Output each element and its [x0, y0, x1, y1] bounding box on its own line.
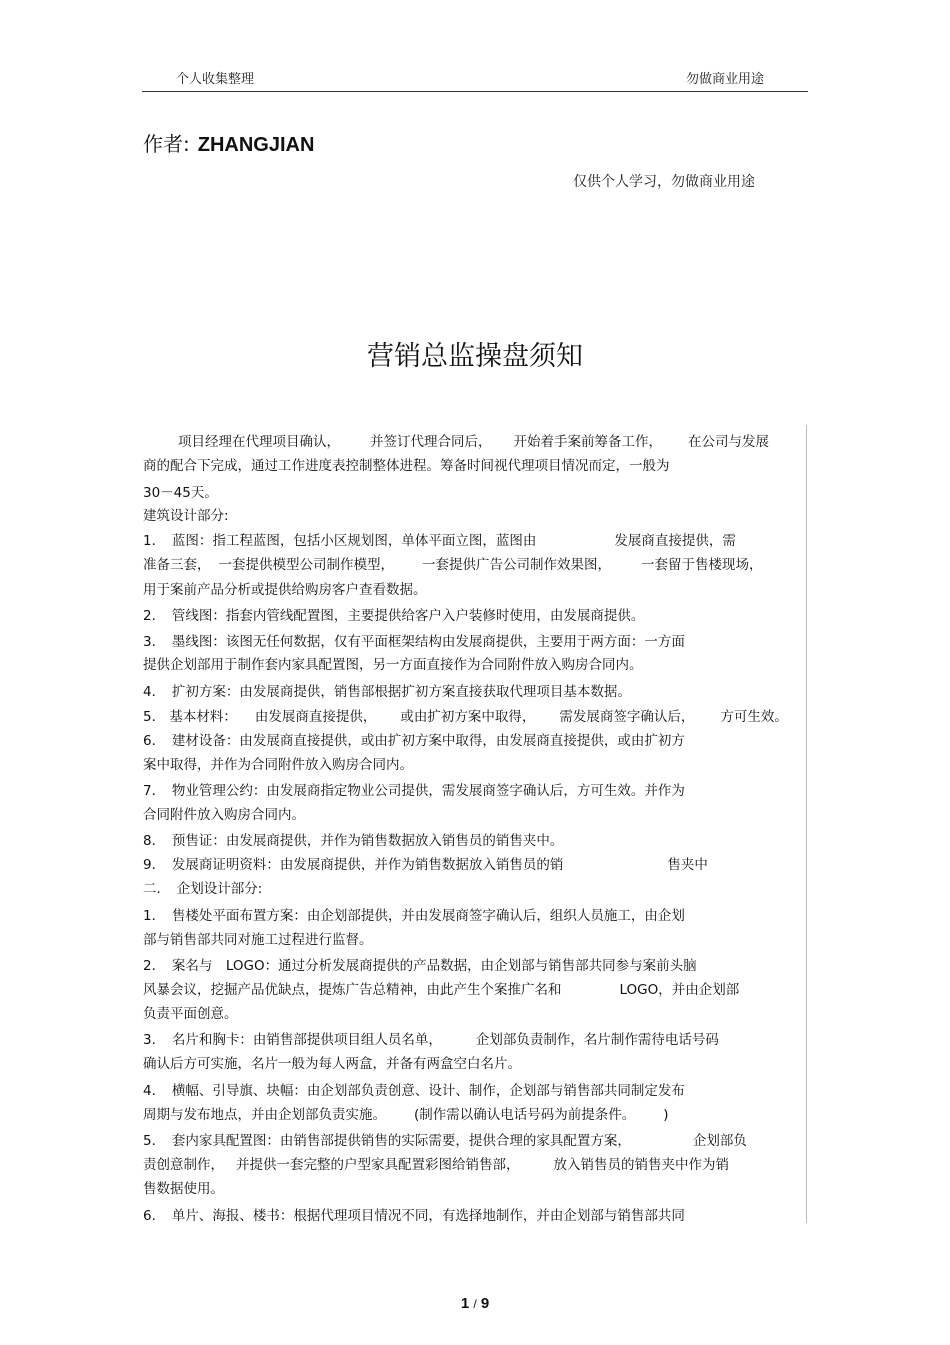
list-item-line: 提供企划部用于制作套内家具配置图，另一方面直接作为合同附件放入购房合同内。 [143, 657, 643, 673]
list-item-line: 售数据使用。 [143, 1181, 224, 1197]
list-item-line: 5． 套内家具配置图：由销售部提供销售的实际需要，提供合理的家具配置方案， 企划部负 [143, 1133, 747, 1149]
list-item-line: 合同附件放入购房合同内。 [143, 807, 305, 823]
list-item-line: 部与销售部共同对施工过程进行监督。 [143, 932, 373, 948]
page-separator: / [473, 1297, 477, 1311]
author-label: 作者: [143, 132, 190, 156]
list-item-line: 1． 售楼处平面布置方案：由企划部提供，并由发展商签字确认后，组织人员施工，由企划 [143, 908, 685, 924]
usage-notice: 仅供个人学习，勿做商业用途 [573, 174, 755, 190]
list-item-line: 3． 名片和胸卡：由销售部提供项目组人员名单， 企划部负责制作，名片制作需待电话号码 [143, 1032, 719, 1048]
section-heading: 二． 企划设计部分: [143, 881, 263, 897]
list-item-line: 准备三套， 一套提供模型公司制作模型， 一套提供广告公司制作效果图， 一套留于售楼现场， [143, 557, 763, 573]
paragraph-line: 商的配合下完成，通过工作进度表控制整体进程。筹备时间视代理项目情况而定，一般为 [143, 458, 670, 474]
list-item-line: 3． 墨线图：该图无任何数据，仅有平面框架结构由发展商提供，主要用于两方面：一方面 [143, 634, 685, 650]
list-item-line: 5． 基本材料： 由发展商直接提供， 或由扩初方案中取得， 需发展商签字确认后， 方可生效。 [143, 709, 788, 725]
section-heading: 建筑设计部分: [143, 508, 229, 524]
list-item-line: 1． 蓝图：指工程蓝图，包括小区规划图，单体平面立图，蓝图由 发展商直接提供，需 [143, 533, 736, 549]
author-name: ZHANGJIAN [197, 134, 315, 156]
page-indicator [0, 1295, 950, 1312]
list-item-line: 6． 单片、海报、楼书：根据代理项目情况不同，有选择地制作，并由企划部与销售部共同 [143, 1208, 685, 1224]
list-item-line: 周期与发布地点，并由企划部负责实施。 (制作需以确认电话号码为前提条件。 ) [143, 1107, 669, 1123]
header-left-text: 个人收集整理 [176, 72, 255, 87]
list-item-line: 2． 管线图：指套内管线配置图，主要提供给客户入户装修时使用，由发展商提供。 [143, 608, 645, 624]
list-item-line: 4． 横幅、引导旗、块幅：由企划部负责创意、设计、制作，企划部与销售部共同制定发布 [143, 1083, 685, 1099]
total-pages: 9 [480, 1295, 490, 1312]
paragraph-line: 项目经理在代理项目确认， 并签订代理合同后， 开始着手案前筹备工作， 在公司与发展 [178, 434, 769, 450]
text-frame-border [806, 425, 807, 1223]
list-item-line: 案中取得，并作为合同附件放入购房合同内。 [143, 757, 413, 773]
list-item-line: 风暴会议，挖掘产品优缺点，提炼广告总精神，由此产生个案推广名和 LOGO，并由企划部 [143, 982, 740, 998]
list-item-line: 用于案前产品分析或提供给购房客户查看数据。 [143, 582, 427, 598]
document-title: 营销总监操盘须知 [367, 341, 583, 372]
current-page: 1 [460, 1295, 470, 1312]
list-item-line: 9． 发展商证明资料：由发展商提供，并作为销售数据放入销售员的销 售夹中 [143, 857, 708, 873]
header-rule [142, 91, 808, 92]
paragraph-line: 30－45天。 [143, 485, 218, 501]
list-item-line: 4． 扩初方案：由发展商提供，销售部根据扩初方案直接获取代理项目基本数据。 [143, 684, 631, 700]
author-line [143, 128, 314, 157]
list-item-line: 7． 物业管理公约：由发展商指定物业公司提供，需发展商签字确认后，方可生效。并作为 [143, 783, 685, 799]
header-right-text: 勿做商业用途 [686, 72, 765, 87]
list-item-line: 负责平面创意。 [143, 1006, 238, 1022]
list-item-line: 责创意制作， 并提供一套完整的户型家具配置彩图给销售部， 放入销售员的销售夹中作为销 [143, 1157, 729, 1173]
list-item-line: 确认后方可实施，名片一般为每人两盒，并备有两盒空白名片。 [143, 1056, 521, 1072]
list-item-line: 2． 案名与 LOGO：通过分析发展商提供的产品数据，由企划部与销售部共同参与案前头脑 [143, 958, 697, 974]
list-item-line: 6． 建材设备：由发展商直接提供，或由扩初方案中取得，由发展商直接提供，或由扩初方 [143, 733, 685, 749]
list-item-line: 8． 预售证：由发展商提供，并作为销售数据放入销售员的销售夹中。 [143, 833, 564, 849]
